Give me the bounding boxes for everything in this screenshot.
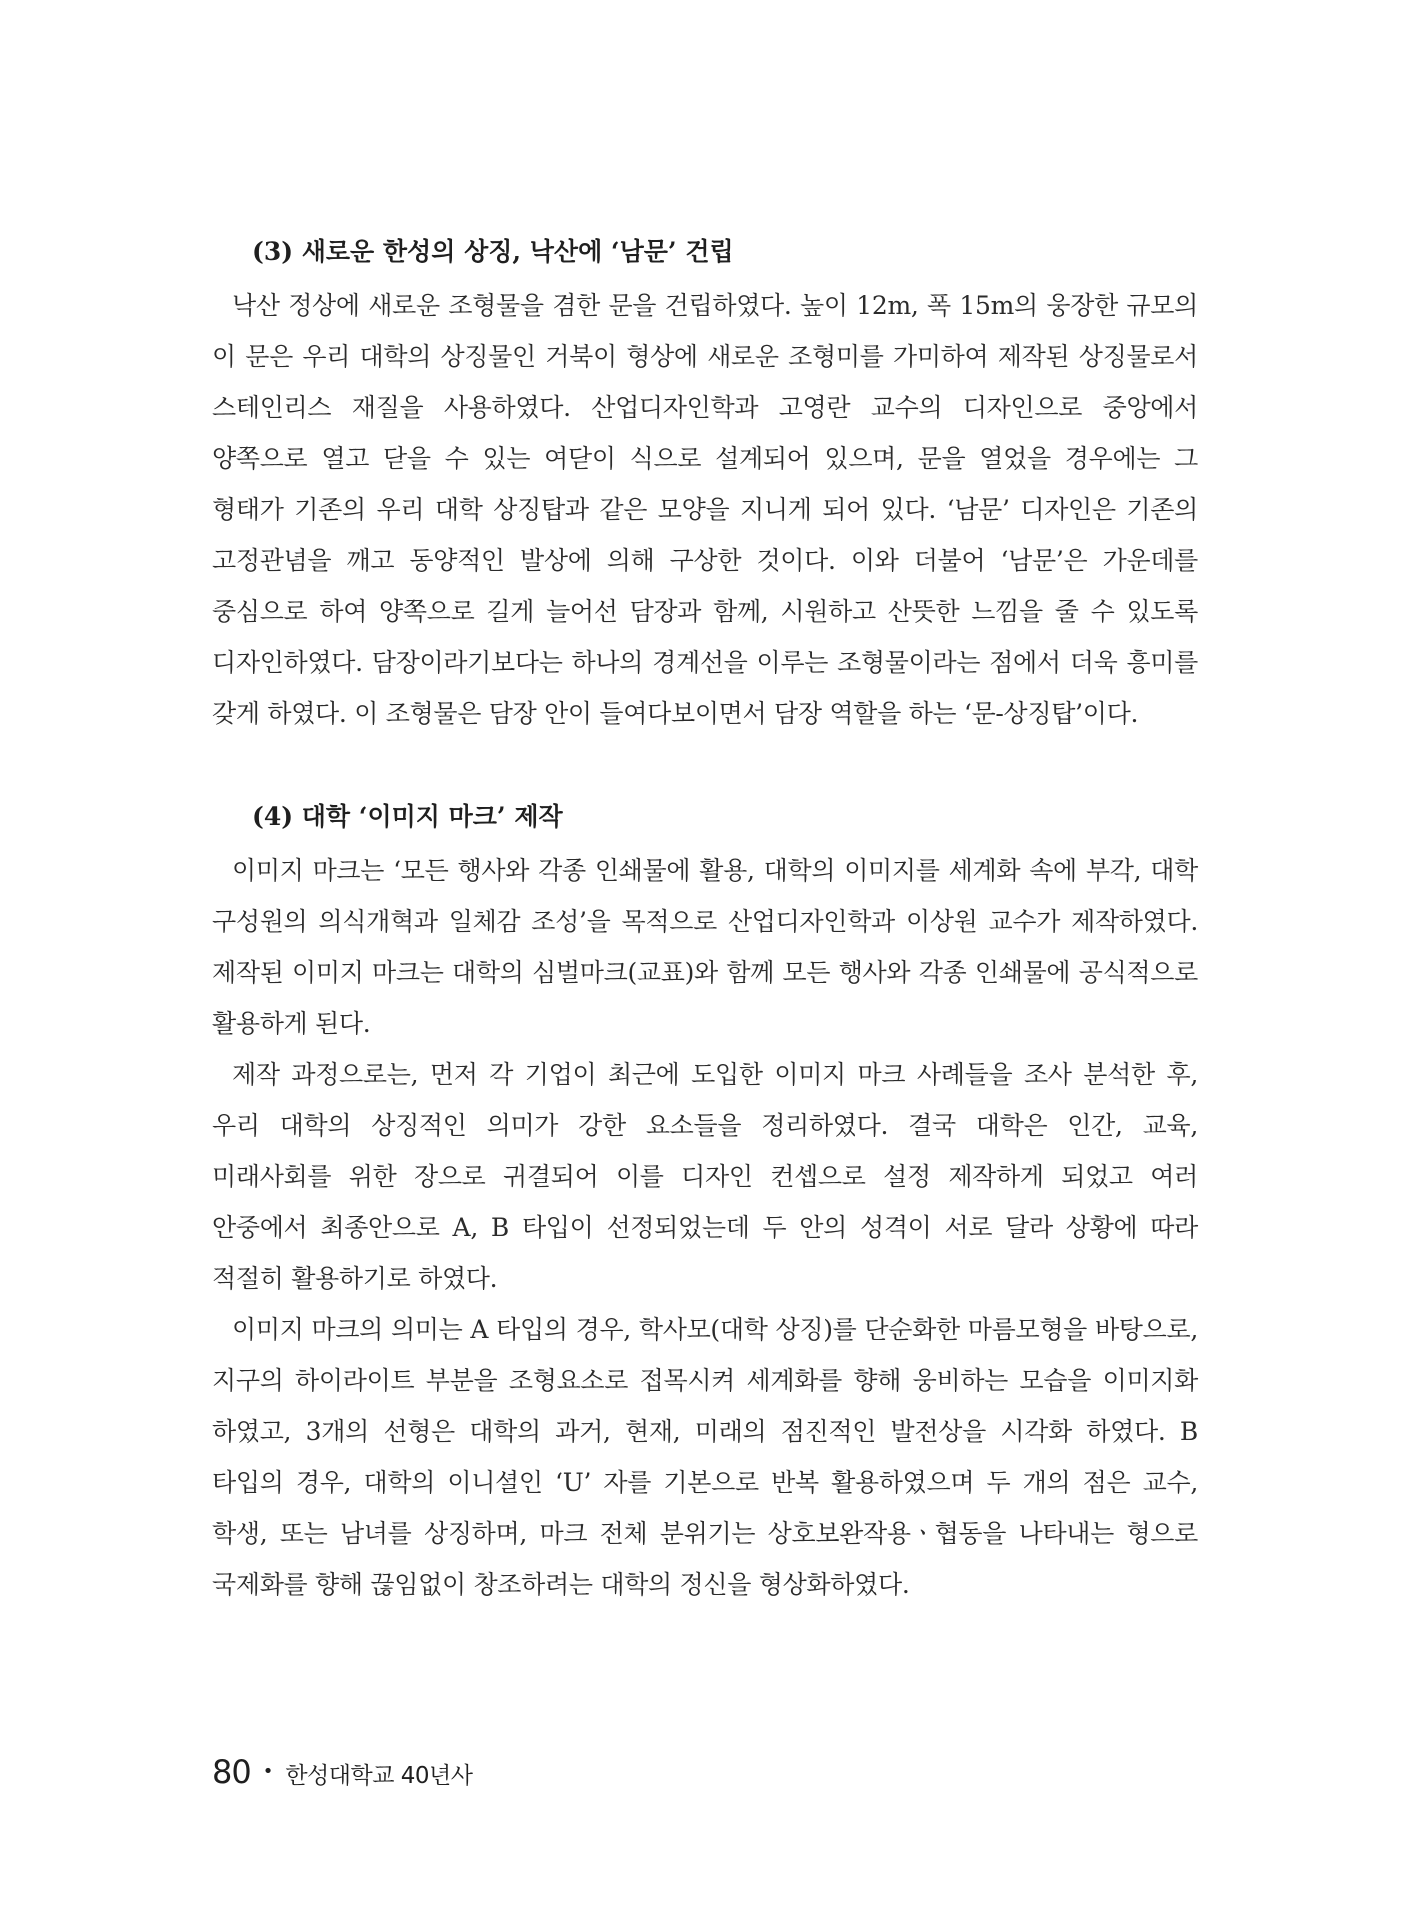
section-heading: (4) 대학 ‘이미지 마크’ 제작	[252, 802, 563, 831]
page-footer	[212, 1753, 472, 1791]
section-spacer	[212, 739, 1198, 797]
book-title: 한성대학교 40년사	[285, 1763, 473, 1789]
paragraph: 이미지 마크는 ‘모든 행사와 각종 인쇄물에 활용, 대학의 이미지를 세계화 속에 부각, 대학 구성원의 의식개혁과 일체감 조성’을 목적으로 산업디자인학과 이상원 교수가 제작하였다. 제작된 이미지 마크는 대학의 심벌마크(교표)와 함께 모든 행사와 각종 인쇄물에 공식적으로 활용하게 된다.	[212, 856, 1198, 1038]
page-body	[212, 232, 1198, 1610]
paragraph: 이미지 마크의 의미는 A 타입의 경우, 학사모(대학 상징)를 단순화한 마름모형을 바탕으로, 지구의 하이라이트 부분을 조형요소로 접목시켜 세계화를 향해 웅비하는 모습을 이미지화 하였고, 3개의 선형은 대학의 과거, 현재, 미래의 점진적인 발전상을 시각화 하였다. B 타입의 경우, 대학의 이니셜인 ‘U’ 자를 기본으로 반복 활용하였으며 두 개의 점은 교수, 학생, 또는 남녀를 상징하며, 마크 전체 분위기는 상호보완작용ㆍ협동을 나타내는 형으로 국제화를 향해 끊임없이 창조하려는 대학의 정신을 형상화하였다.	[212, 1315, 1198, 1599]
paragraph: 제작 과정으로는, 먼저 각 기업이 최근에 도입한 이미지 마크 사례들을 조사 분석한 후, 우리 대학의 상징적인 의미가 강한 요소들을 정리하였다. 결국 대학은 인간, 교육, 미래사회를 위한 장으로 귀결되어 이를 디자인 컨셉으로 설정 제작하게 되었고 여러 안중에서 최종안으로 A, B 타입이 선정되었는데 두 안의 성격이 서로 달라 상황에 따라 적절히 활용하기로 하였다.	[212, 1060, 1198, 1293]
section-nammun	[212, 232, 1198, 739]
page-number: 80	[212, 1753, 251, 1791]
section-heading: (3) 새로운 한성의 상징, 낙산에 ‘남문’ 건립	[252, 237, 734, 266]
section-image-mark	[212, 797, 1198, 1610]
footer-bullet: •	[262, 1761, 274, 1782]
paragraph: 낙산 정상에 새로운 조형물을 겸한 문을 건립하였다. 높이 12m, 폭 15m의 웅장한 규모의 이 문은 우리 대학의 상징물인 거북이 형상에 새로운 조형미를 가미하여 제작된 상징물로서 스테인리스 재질을 사용하였다. 산업디자인학과 고영란 교수의 디자인으로 중앙에서 양쪽으로 열고 닫을 수 있는 여닫이 식으로 설계되어 있으며, 문을 열었을 경우에는 그 형태가 기존의 우리 대학 상징탑과 같은 모양을 지니게 되어 있다. ‘남문’ 디자인은 기존의 고정관념을 깨고 동양적인 발상에 의해 구상한 것이다. 이와 더불어 ‘남문’은 가운데를 중심으로 하여 양쪽으로 길게 늘어선 담장과 함께, 시원하고 산뜻한 느낌을 줄 수 있도록 디자인하였다. 담장이라기보다는 하나의 경계선을 이루는 조형물이라는 점에서 더욱 흥미를 갖게 하였다. 이 조형물은 담장 안이 들여다보이면서 담장 역할을 하는 ‘문-상징탑’이다.	[212, 291, 1198, 728]
